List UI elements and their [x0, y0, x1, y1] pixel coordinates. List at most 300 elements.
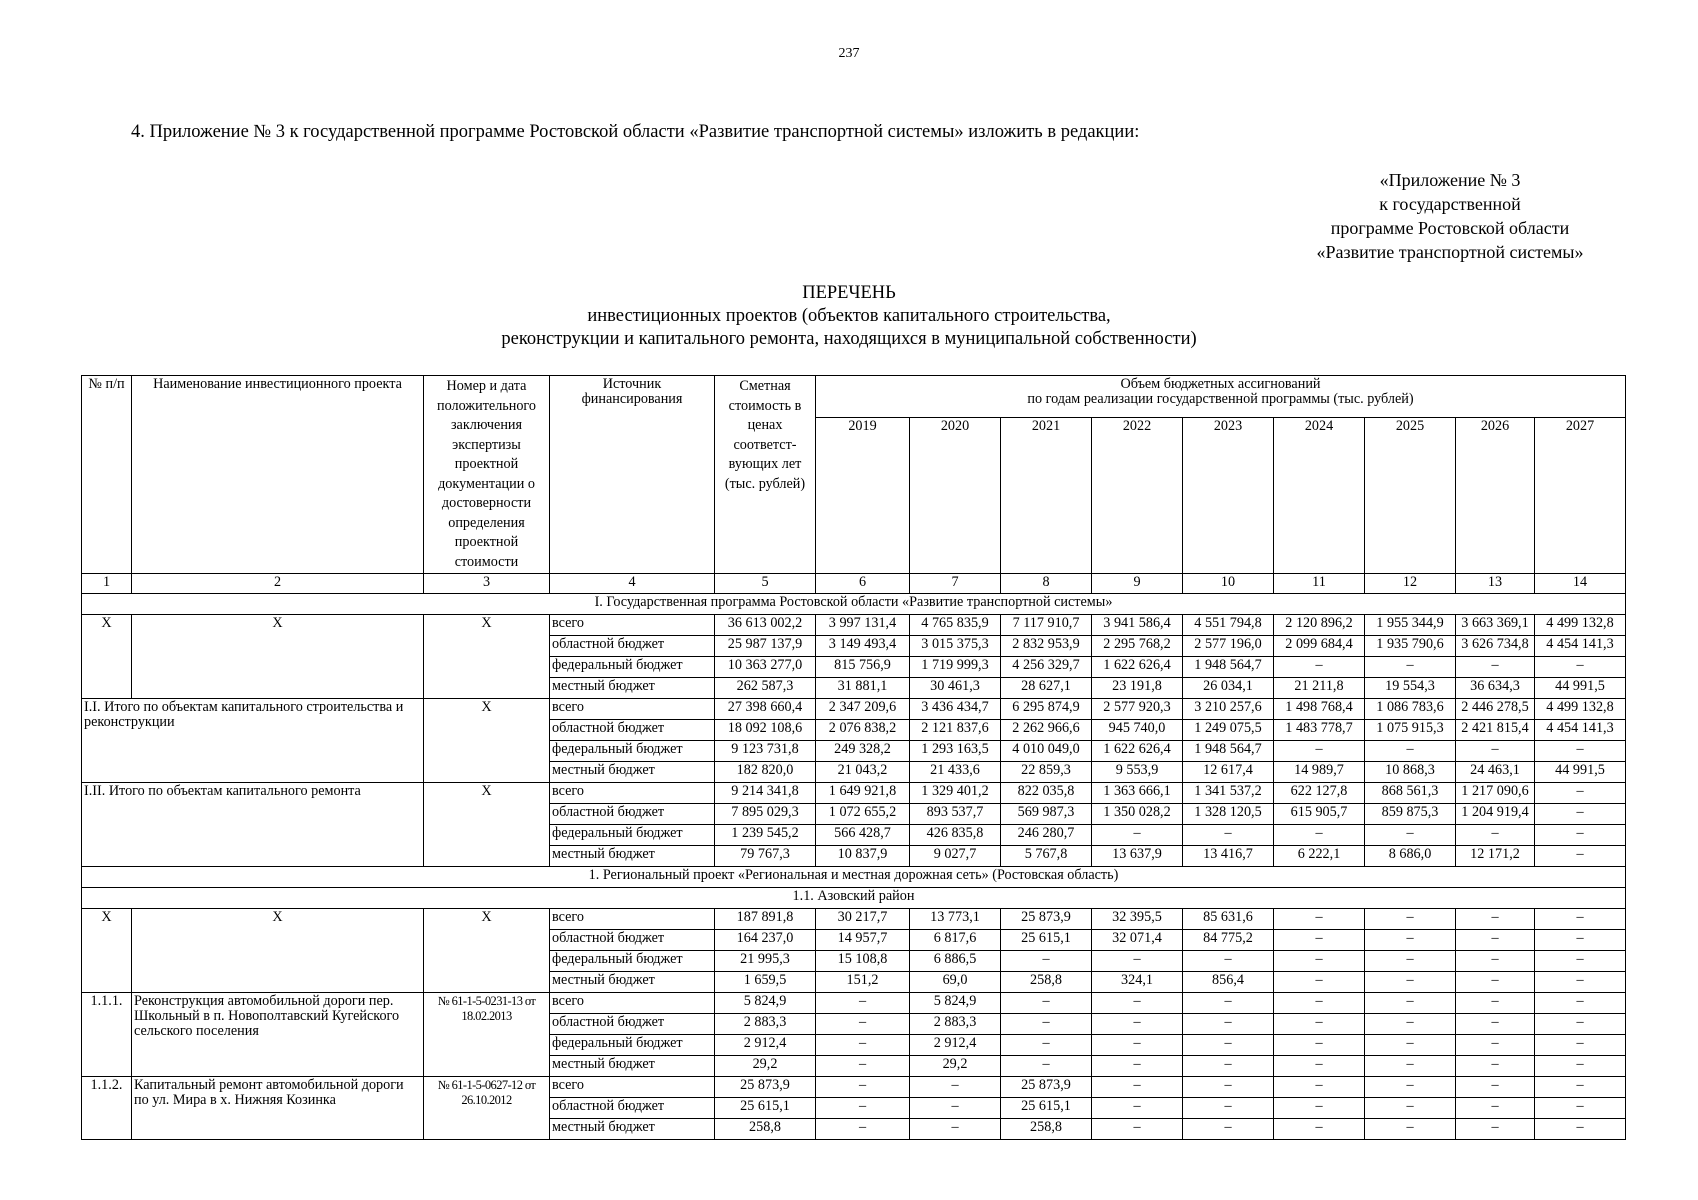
year-value: – — [1456, 909, 1535, 930]
year-value: 856,4 — [1183, 972, 1274, 993]
year-value: 1 329 401,2 — [910, 783, 1001, 804]
year-value: – — [1274, 972, 1365, 993]
year-value: – — [1001, 951, 1092, 972]
year-value: – — [1183, 1119, 1274, 1140]
year-value: 622 127,8 — [1274, 783, 1365, 804]
estimated-cost: 10 363 277,0 — [715, 657, 816, 678]
title-line: инвестиционных проектов (объектов капитального строительства, — [587, 306, 1111, 326]
header-year: 2024 — [1274, 418, 1365, 574]
expertise-number: Х — [424, 615, 550, 699]
estimated-cost: 164 237,0 — [715, 930, 816, 951]
year-value: 10 837,9 — [816, 846, 910, 867]
funding-source: областной бюджет — [550, 804, 715, 825]
appendix-line: «Приложение № 3 — [1379, 170, 1521, 190]
funding-source: всего — [550, 699, 715, 720]
year-value: – — [1456, 1056, 1535, 1077]
year-value: 24 463,1 — [1456, 762, 1535, 783]
year-value: – — [1365, 972, 1456, 993]
year-value: 2 295 768,2 — [1092, 636, 1183, 657]
title-line: реконструкции и капитального ремонта, находящихся в муниципальной собственности) — [501, 329, 1197, 349]
expertise-number: № 61-1-5-0627-12 от 26.10.2012 — [424, 1077, 550, 1140]
year-value: 21 433,6 — [910, 762, 1001, 783]
year-value: 8 686,0 — [1365, 846, 1456, 867]
year-value: – — [816, 1098, 910, 1119]
year-value: – — [1456, 930, 1535, 951]
year-value: 2 912,4 — [910, 1035, 1001, 1056]
project-name: Реконструкция автомобильной дороги пер. Школьный в п. Новополтавский Кугейского сельского поселения — [132, 993, 424, 1077]
year-value: 7 117 910,7 — [1001, 615, 1092, 636]
year-value: 4 499 132,8 — [1535, 615, 1626, 636]
year-value: 25 873,9 — [1001, 1077, 1092, 1098]
estimated-cost: 1 239 545,2 — [715, 825, 816, 846]
year-value: – — [1535, 1119, 1626, 1140]
year-value: – — [1092, 951, 1183, 972]
year-value: 3 663 369,1 — [1456, 615, 1535, 636]
year-value: 1 086 783,6 — [1365, 699, 1456, 720]
column-number: 12 — [1365, 574, 1456, 594]
header-year: 2027 — [1535, 418, 1626, 574]
funding-source: федеральный бюджет — [550, 825, 715, 846]
funding-source: областной бюджет — [550, 636, 715, 657]
appendix-line: «Развитие транспортной системы» — [1316, 242, 1584, 262]
year-value: 249 328,2 — [816, 741, 910, 762]
year-value: – — [1092, 825, 1183, 846]
year-value: – — [816, 1119, 910, 1140]
year-value: 2 832 953,9 — [1001, 636, 1092, 657]
year-value: 44 991,5 — [1535, 762, 1626, 783]
year-value: 4 454 141,3 — [1535, 636, 1626, 657]
year-value: – — [1274, 951, 1365, 972]
year-value: 28 627,1 — [1001, 678, 1092, 699]
year-value: – — [1092, 1119, 1183, 1140]
year-value: – — [1274, 909, 1365, 930]
year-value: 22 859,3 — [1001, 762, 1092, 783]
expertise-number: Х — [424, 699, 550, 783]
section-program — [82, 594, 1626, 615]
year-value: 32 071,4 — [1092, 930, 1183, 951]
year-value: 13 637,9 — [1092, 846, 1183, 867]
funding-source: местный бюджет — [550, 846, 715, 867]
year-value: 815 756,9 — [816, 657, 910, 678]
header-year: 2020 — [910, 418, 1001, 574]
year-value: 9 027,7 — [910, 846, 1001, 867]
funding-source: местный бюджет — [550, 678, 715, 699]
year-value: – — [1456, 657, 1535, 678]
year-value: 2 446 278,5 — [1456, 699, 1535, 720]
year-value: 3 015 375,3 — [910, 636, 1001, 657]
year-value: – — [1274, 1056, 1365, 1077]
year-value: – — [1535, 1056, 1626, 1077]
column-number: 11 — [1274, 574, 1365, 594]
year-value: – — [1535, 657, 1626, 678]
estimated-cost: 187 891,8 — [715, 909, 816, 930]
funding-source: областной бюджет — [550, 1098, 715, 1119]
year-value: – — [816, 1035, 910, 1056]
estimated-cost: 7 895 029,3 — [715, 804, 816, 825]
column-number: 1 — [82, 574, 132, 594]
appendix-line: к государственной — [1379, 194, 1521, 214]
year-value: – — [910, 1098, 1001, 1119]
header-number: № п/п — [82, 376, 132, 574]
year-value: 3 436 434,7 — [910, 699, 1001, 720]
estimated-cost: 27 398 660,4 — [715, 699, 816, 720]
table-row — [82, 909, 1626, 930]
column-number: 4 — [550, 574, 715, 594]
year-value: 2 883,3 — [910, 1014, 1001, 1035]
year-value: 246 280,7 — [1001, 825, 1092, 846]
year-value: – — [1092, 1056, 1183, 1077]
year-value: – — [1274, 657, 1365, 678]
year-value: – — [1274, 1035, 1365, 1056]
year-value: 3 997 131,4 — [816, 615, 910, 636]
year-value: – — [1274, 741, 1365, 762]
estimated-cost: 18 092 108,6 — [715, 720, 816, 741]
funding-source: федеральный бюджет — [550, 741, 715, 762]
year-value: 23 191,8 — [1092, 678, 1183, 699]
year-value: – — [1092, 1014, 1183, 1035]
year-value: 3 626 734,8 — [1456, 636, 1535, 657]
header-expertise: Номер и дата положительного заключения экспертизы проектной документации о достоверности определения проектной стоимости — [424, 376, 550, 574]
year-value: 1 483 778,7 — [1274, 720, 1365, 741]
funding-source: всего — [550, 615, 715, 636]
section-regional-project-title: 1. Региональный проект «Региональная и местная дорожная сеть» (Ростовская область) — [82, 867, 1626, 888]
subtotal-name: I.I. Итого по объектам капитального строительства и реконструкции — [82, 699, 424, 783]
year-value: 1 955 344,9 — [1365, 615, 1456, 636]
year-value: 30 217,7 — [816, 909, 910, 930]
year-value: 615 905,7 — [1274, 804, 1365, 825]
appendix-line: программе Ростовской области — [1330, 218, 1570, 238]
year-value: 10 868,3 — [1365, 762, 1456, 783]
year-value: – — [816, 1077, 910, 1098]
table-row — [82, 1077, 1626, 1098]
year-value: 2 076 838,2 — [816, 720, 910, 741]
year-value: 2 099 684,4 — [1274, 636, 1365, 657]
year-value: 4 499 132,8 — [1535, 699, 1626, 720]
year-value: – — [1274, 825, 1365, 846]
year-value: – — [1456, 1035, 1535, 1056]
year-value: – — [1001, 1035, 1092, 1056]
funding-source: федеральный бюджет — [550, 657, 715, 678]
funding-source: местный бюджет — [550, 1119, 715, 1140]
table-row — [82, 699, 1626, 720]
year-value: – — [1365, 993, 1456, 1014]
column-number: 13 — [1456, 574, 1535, 594]
expertise-number: № 61-1-5-0231-13 от 18.02.2013 — [424, 993, 550, 1077]
year-value: – — [1456, 1077, 1535, 1098]
column-number: 7 — [910, 574, 1001, 594]
year-value: 2 421 815,4 — [1456, 720, 1535, 741]
year-value: 1 350 028,2 — [1092, 804, 1183, 825]
header-year: 2022 — [1092, 418, 1183, 574]
year-value: – — [1092, 1035, 1183, 1056]
year-value: 258,8 — [1001, 1119, 1092, 1140]
funding-source: местный бюджет — [550, 1056, 715, 1077]
title-line: ПЕРЕЧЕНЬ — [802, 283, 896, 303]
year-value: 13 416,7 — [1183, 846, 1274, 867]
year-value: 1 341 537,2 — [1183, 783, 1274, 804]
year-value: 1 649 921,8 — [816, 783, 910, 804]
year-value: 3 941 586,4 — [1092, 615, 1183, 636]
year-value: – — [1535, 930, 1626, 951]
estimated-cost: 29,2 — [715, 1056, 816, 1077]
year-value: 2 577 920,3 — [1092, 699, 1183, 720]
year-value: – — [1274, 1119, 1365, 1140]
year-value: 31 881,1 — [816, 678, 910, 699]
section-regional-project — [82, 867, 1626, 888]
year-value: 25 615,1 — [1001, 930, 1092, 951]
year-value: 4 551 794,8 — [1183, 615, 1274, 636]
year-value: 2 121 837,6 — [910, 720, 1001, 741]
year-value: 21 043,2 — [816, 762, 910, 783]
year-value: 32 395,5 — [1092, 909, 1183, 930]
year-value: – — [1365, 741, 1456, 762]
year-value: 5 767,8 — [1001, 846, 1092, 867]
project-name: Х — [132, 615, 424, 699]
funding-source: областной бюджет — [550, 720, 715, 741]
column-number: 9 — [1092, 574, 1183, 594]
year-value: 2 262 966,6 — [1001, 720, 1092, 741]
column-number: 10 — [1183, 574, 1274, 594]
year-value: 893 537,7 — [910, 804, 1001, 825]
year-value: 4 010 049,0 — [1001, 741, 1092, 762]
year-value: – — [816, 1056, 910, 1077]
year-value: – — [1365, 1056, 1456, 1077]
year-value: – — [1183, 1056, 1274, 1077]
subtotal-name: I.II. Итого по объектам капитального ремонта — [82, 783, 424, 867]
funding-source: областной бюджет — [550, 930, 715, 951]
year-value: 4 256 329,7 — [1001, 657, 1092, 678]
year-value: – — [1365, 1098, 1456, 1119]
header-year: 2026 — [1456, 418, 1535, 574]
year-value: – — [910, 1077, 1001, 1098]
year-value: 25 615,1 — [1001, 1098, 1092, 1119]
year-value: – — [1183, 1098, 1274, 1119]
year-value: 30 461,3 — [910, 678, 1001, 699]
year-value: – — [1365, 1014, 1456, 1035]
year-value: – — [1365, 951, 1456, 972]
year-value: – — [1365, 1119, 1456, 1140]
year-value: – — [910, 1119, 1001, 1140]
estimated-cost: 9 214 341,8 — [715, 783, 816, 804]
year-value: 822 035,8 — [1001, 783, 1092, 804]
year-value: 3 149 493,4 — [816, 636, 910, 657]
header-estimated-cost: Сметная стоимость в ценах соответст-вующих лет (тыс. рублей) — [715, 376, 816, 574]
year-value: – — [1365, 909, 1456, 930]
project-number: 1.1.1. — [82, 993, 132, 1077]
year-value: – — [1535, 993, 1626, 1014]
estimated-cost: 2 912,4 — [715, 1035, 816, 1056]
page-number: 237 — [838, 46, 860, 61]
funding-source: всего — [550, 909, 715, 930]
year-value: 4 454 141,3 — [1535, 720, 1626, 741]
year-value: – — [816, 993, 910, 1014]
estimated-cost: 25 873,9 — [715, 1077, 816, 1098]
year-value: – — [1365, 1035, 1456, 1056]
year-value: – — [1535, 741, 1626, 762]
year-value: 14 989,7 — [1274, 762, 1365, 783]
estimated-cost: 25 987 137,9 — [715, 636, 816, 657]
year-value: – — [1274, 930, 1365, 951]
header-year: 2019 — [816, 418, 910, 574]
year-value: – — [1456, 825, 1535, 846]
year-value: – — [1535, 804, 1626, 825]
estimated-cost: 1 659,5 — [715, 972, 816, 993]
year-value: 26 034,1 — [1183, 678, 1274, 699]
year-value: 19 554,3 — [1365, 678, 1456, 699]
document-title — [0, 282, 1698, 351]
year-value: 9 553,9 — [1092, 762, 1183, 783]
header-project-name: Наименование инвестиционного проекта — [132, 376, 424, 574]
year-value: 6 222,1 — [1274, 846, 1365, 867]
funding-source: федеральный бюджет — [550, 951, 715, 972]
year-value: 258,8 — [1001, 972, 1092, 993]
year-value: 859 875,3 — [1365, 804, 1456, 825]
section-district — [82, 888, 1626, 909]
funding-source: всего — [550, 993, 715, 1014]
year-value: 426 835,8 — [910, 825, 1001, 846]
year-value: 1 948 564,7 — [1183, 741, 1274, 762]
year-value: 5 824,9 — [910, 993, 1001, 1014]
year-value: 566 428,7 — [816, 825, 910, 846]
year-value: 1 293 163,5 — [910, 741, 1001, 762]
header-source: Источник финансирования — [550, 376, 715, 574]
year-value: – — [1365, 825, 1456, 846]
header-year: 2025 — [1365, 418, 1456, 574]
year-value: 84 775,2 — [1183, 930, 1274, 951]
intro-text: 4. Приложение № 3 к государственной программе Ростовской области «Развитие транспортной системы» изложить в редакции: — [131, 122, 1140, 142]
funding-source: федеральный бюджет — [550, 1035, 715, 1056]
year-value: – — [1365, 1077, 1456, 1098]
year-value: – — [1535, 783, 1626, 804]
year-value: 1 075 915,3 — [1365, 720, 1456, 741]
year-value: 12 617,4 — [1183, 762, 1274, 783]
year-value: 324,1 — [1092, 972, 1183, 993]
year-value: 1 249 075,5 — [1183, 720, 1274, 741]
year-value: 2 347 209,6 — [816, 699, 910, 720]
estimated-cost: 258,8 — [715, 1119, 816, 1140]
project-number: Х — [82, 909, 132, 993]
year-value: – — [1274, 1077, 1365, 1098]
table-row — [82, 615, 1626, 636]
year-value: 36 634,3 — [1456, 678, 1535, 699]
project-name: Капитальный ремонт автомобильной дороги по ул. Мира в х. Нижняя Козинка — [132, 1077, 424, 1140]
estimated-cost: 182 820,0 — [715, 762, 816, 783]
year-value: 1 622 626,4 — [1092, 741, 1183, 762]
estimated-cost: 79 767,3 — [715, 846, 816, 867]
year-value: 1 217 090,6 — [1456, 783, 1535, 804]
year-value: 13 773,1 — [910, 909, 1001, 930]
year-value: 2 120 896,2 — [1274, 615, 1365, 636]
year-value: – — [1535, 1098, 1626, 1119]
year-value: 29,2 — [910, 1056, 1001, 1077]
year-value: – — [1183, 1014, 1274, 1035]
year-value: 945 740,0 — [1092, 720, 1183, 741]
year-value: 569 987,3 — [1001, 804, 1092, 825]
expertise-number: Х — [424, 909, 550, 993]
year-value: 14 957,7 — [816, 930, 910, 951]
expertise-number: Х — [424, 783, 550, 867]
year-value: – — [1535, 846, 1626, 867]
year-value: 25 873,9 — [1001, 909, 1092, 930]
header-budget — [816, 376, 1626, 418]
year-value: – — [1365, 657, 1456, 678]
funding-source: всего — [550, 783, 715, 804]
funding-source: всего — [550, 1077, 715, 1098]
year-value: 12 171,2 — [1456, 846, 1535, 867]
year-value: 3 210 257,6 — [1183, 699, 1274, 720]
column-number: 8 — [1001, 574, 1092, 594]
estimated-cost: 2 883,3 — [715, 1014, 816, 1035]
year-value: – — [816, 1014, 910, 1035]
year-value: 21 211,8 — [1274, 678, 1365, 699]
year-value: – — [1092, 1098, 1183, 1119]
column-number: 14 — [1535, 574, 1626, 594]
year-value: – — [1183, 825, 1274, 846]
year-value: – — [1535, 1014, 1626, 1035]
year-value: – — [1456, 951, 1535, 972]
year-value: – — [1456, 972, 1535, 993]
project-number: Х — [82, 615, 132, 699]
year-value: – — [1456, 1119, 1535, 1140]
header-year: 2023 — [1183, 418, 1274, 574]
estimated-cost: 5 824,9 — [715, 993, 816, 1014]
year-value: – — [1183, 1077, 1274, 1098]
year-value: 1 622 626,4 — [1092, 657, 1183, 678]
year-value: – — [1456, 993, 1535, 1014]
year-value: – — [1183, 1035, 1274, 1056]
year-value: – — [1001, 1014, 1092, 1035]
year-value: – — [1183, 993, 1274, 1014]
header-year: 2021 — [1001, 418, 1092, 574]
section-district-title: 1.1. Азовский район — [82, 888, 1626, 909]
year-value: – — [1092, 1077, 1183, 1098]
estimated-cost: 262 587,3 — [715, 678, 816, 699]
year-value: 868 561,3 — [1365, 783, 1456, 804]
year-value: – — [1456, 741, 1535, 762]
column-number: 3 — [424, 574, 550, 594]
section-program-title: I. Государственная программа Ростовской области «Развитие транспортной системы» — [82, 594, 1626, 615]
year-value: 1 719 999,3 — [910, 657, 1001, 678]
table-row — [82, 993, 1626, 1014]
year-value: 44 991,5 — [1535, 678, 1626, 699]
column-number: 2 — [132, 574, 424, 594]
estimated-cost: 9 123 731,8 — [715, 741, 816, 762]
project-name: Х — [132, 909, 424, 993]
year-value: – — [1456, 1098, 1535, 1119]
column-number: 5 — [715, 574, 816, 594]
year-value: 1 328 120,5 — [1183, 804, 1274, 825]
year-value: 2 577 196,0 — [1183, 636, 1274, 657]
estimated-cost: 36 613 002,2 — [715, 615, 816, 636]
year-value: 6 817,6 — [910, 930, 1001, 951]
year-value: 4 765 835,9 — [910, 615, 1001, 636]
year-value: 1 498 768,4 — [1274, 699, 1365, 720]
year-value: 6 295 874,9 — [1001, 699, 1092, 720]
project-number: 1.1.2. — [82, 1077, 132, 1140]
funding-source: областной бюджет — [550, 1014, 715, 1035]
year-value: – — [1535, 951, 1626, 972]
column-number-row — [82, 574, 1626, 594]
year-value: 6 886,5 — [910, 951, 1001, 972]
year-value: 15 108,8 — [816, 951, 910, 972]
year-value: – — [1365, 930, 1456, 951]
year-value: – — [1001, 993, 1092, 1014]
column-number: 6 — [816, 574, 910, 594]
year-value: – — [1535, 972, 1626, 993]
year-value: 85 631,6 — [1183, 909, 1274, 930]
year-value: 1 363 666,1 — [1092, 783, 1183, 804]
estimated-cost: 25 615,1 — [715, 1098, 816, 1119]
